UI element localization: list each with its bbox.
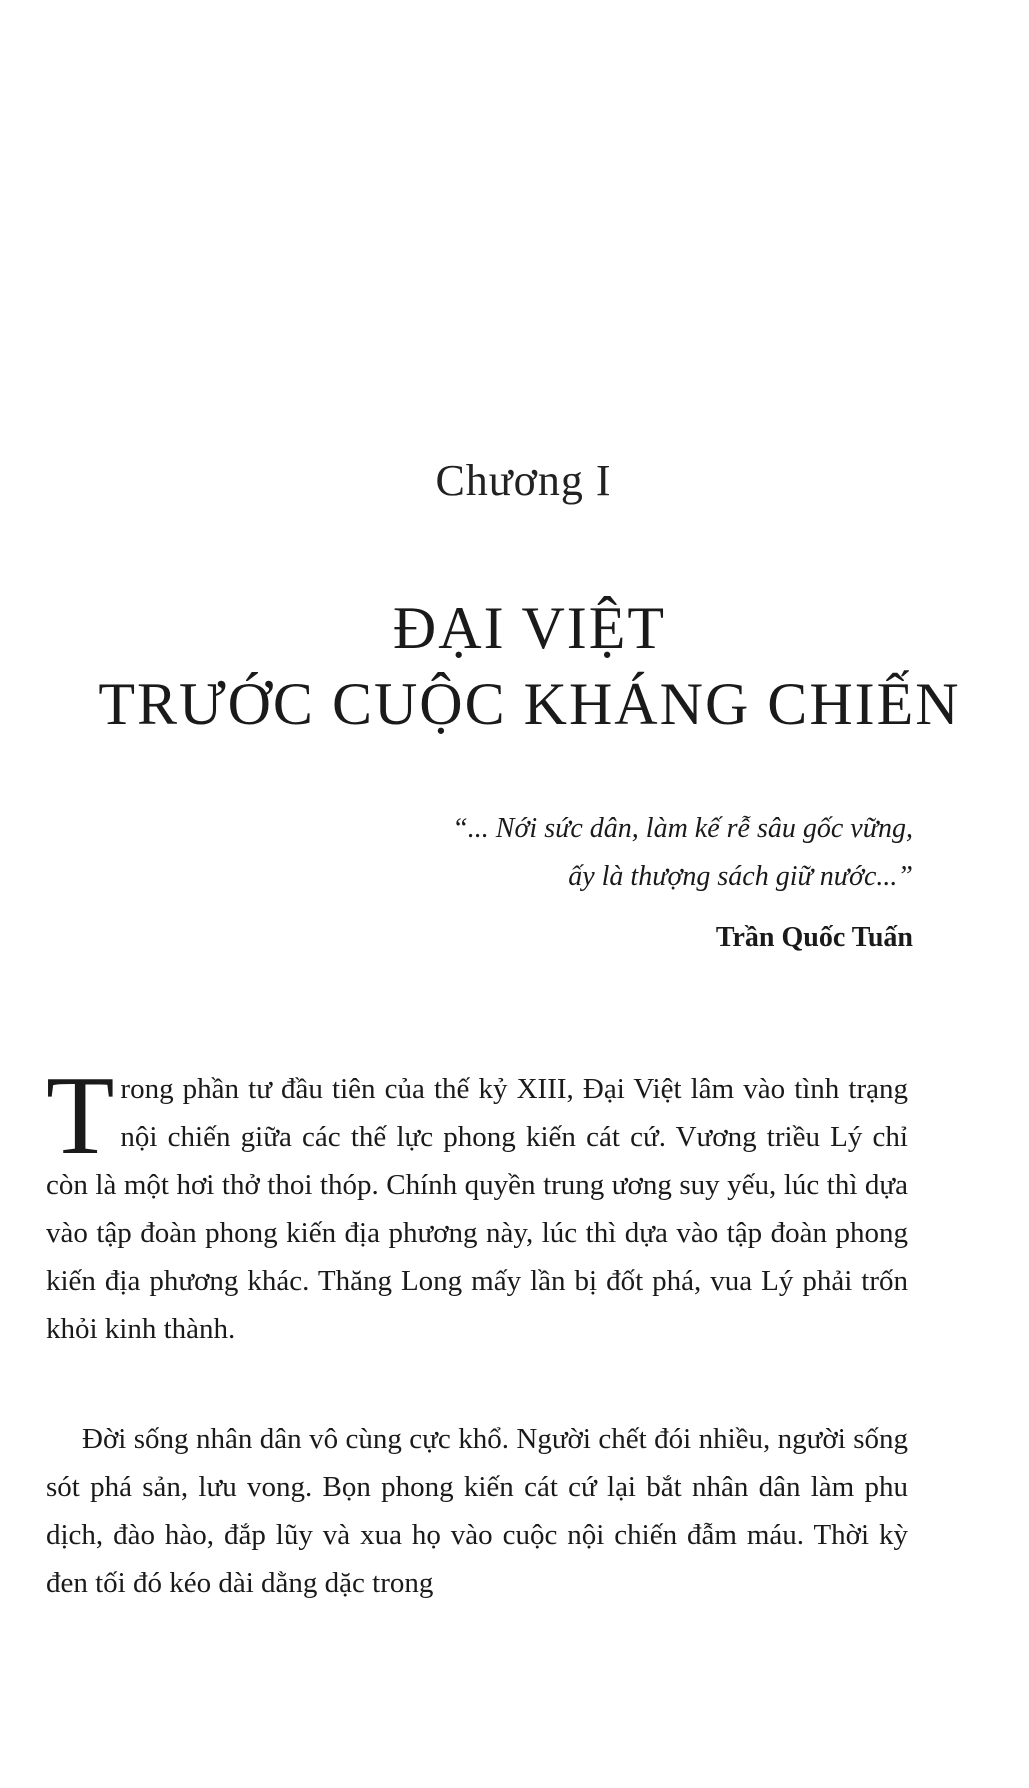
paragraph-1	[46, 1054, 908, 1353]
chapter-title	[0, 590, 1029, 742]
drop-cap: T	[46, 1054, 115, 1178]
chapter-title-line-2: TRƯỚC CUỘC KHÁNG CHIẾN	[98, 671, 961, 737]
paragraph-1-text: rong phần tư đầu tiên của thế kỷ XIII, Đại Việt lâm vào tình trạng nội chiến giữa các thế lực phong kiến cát cứ. Vương triều Lý chỉ còn là một hơi thở thoi thóp. Chính quyền trung ương suy yếu, lúc thì dựa vào tập đoàn phong kiến địa phương này, lúc thì dựa vào tập đoàn phong kiến địa phương khác. Thăng Long mấy lần bị đốt phá, vua Lý phải trốn khỏi kinh thành.	[46, 1073, 908, 1345]
chapter-label: Chương I	[435, 456, 612, 505]
paragraph-2	[46, 1415, 908, 1607]
epigraph-line-1: “... Nới sức dân, làm kế rễ sâu gốc vững,	[452, 813, 913, 844]
epigraph-author: Trần Quốc Tuấn	[715, 922, 913, 953]
epigraph-line-2: ấy là thượng sách giữ nước...”	[568, 861, 913, 892]
paragraph-2-text: Đời sống nhân dân vô cùng cực khổ. Người chết đói nhiều, người sống sót phá sản, lưu vong. Bọn phong kiến cát cứ lại bắt nhân dân làm phu dịch, đào hào, đắp lũy và xua họ vào cuộc nội chiến đẫm máu. Thời kỳ đen tối đó kéo dài dằng dặc trong	[46, 1423, 908, 1599]
epigraph-quote	[273, 805, 913, 901]
chapter-title-line-1: ĐẠI VIỆT	[392, 595, 667, 661]
